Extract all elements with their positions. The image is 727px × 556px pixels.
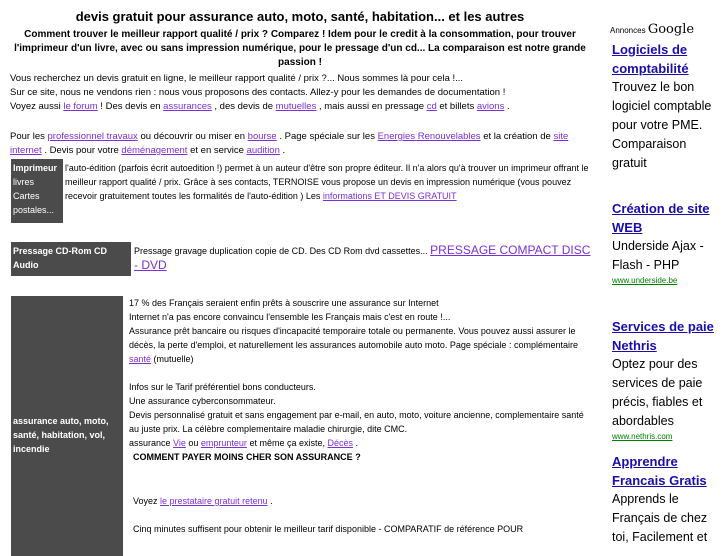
intro-paragraph [10, 72, 598, 114]
page-subtitle: Comment trouver le meilleur rapport qualité / prix ? Comparez ! Idem pour le credit à la consommation, pour trouver l'imprimeur d'un livre, avec ou sans impression numérique, pour le pressage d'un cd... La comparaison est notre grande passion ! [14, 29, 586, 68]
ad-item[interactable] [612, 452, 720, 547]
sante-link[interactable]: santé [129, 354, 152, 364]
ad-item[interactable] [612, 199, 720, 287]
avions-link[interactable]: avions [476, 101, 505, 112]
imprimeur-block [11, 159, 593, 223]
ad-title[interactable]: Logiciels de comptabilité [612, 42, 689, 76]
ads-sidebar [604, 0, 727, 545]
intro-line-1: Vous recherchez un devis gratuit en ligne, le meilleur rapport qualité / prix ?... Nous sommes là pour cela !... [10, 73, 464, 84]
imprimeur-text: l'auto-édition (parfois écrit autoedition !) permet à un auteur d'être son propre éditeur. Il n'a alors qu'à trouver un imprimeur offrant le meilleur rapport qualité / prix. Grâce à ses contacts, TERNOISE vous propose un devis en impression numérique (vous pouvez recevoir gratuitement toutes les formalités de l'auto-édition ) Les informations ET DEVIS GRATUIT [65, 163, 589, 201]
cd-link[interactable]: cd [426, 101, 437, 112]
pressage-label: Pressage CD-Rom CD Audio [11, 242, 131, 276]
ad-item[interactable] [612, 317, 720, 443]
intro-line-2: Sur ce site, nous ne vendons rien : nous vous proposons des contacts. Allez-y pour les demandes de documentation ! [10, 87, 506, 98]
google-logo: Google [647, 22, 695, 37]
pro-paragraph: Pour les professionnel travaux ou découvrir ou miser en bourse . Page spéciale sur les Energies Renouvelables et la création de site internet . Devis pour votre déménagement et en service audition . [10, 131, 569, 156]
emprunteur-link[interactable]: emprunteur [200, 438, 247, 448]
site-internet-link[interactable]: site internet [10, 131, 569, 156]
travaux-link[interactable]: professionnel travaux [47, 131, 138, 142]
assurances-link[interactable]: assurances [163, 101, 212, 112]
pressage-link[interactable]: PRESSAGE COMPACT DISC - DVD [134, 243, 591, 272]
demenagement-link[interactable]: déménagement [121, 145, 188, 156]
forum-link[interactable]: le forum [63, 101, 98, 112]
ad-url[interactable]: www.underside.be [612, 276, 678, 285]
audition-link[interactable]: audition [246, 145, 280, 156]
imprimeur-label: Imprimeur livres Cartes postales... [11, 159, 63, 223]
ad-title[interactable]: Services de paie Nethris [612, 319, 714, 353]
assurance-text: 17 % des Français seraient enfin prêts à souscrire une assurance sur Internet Internet n'a pas encore convaincu l'ensemble les Français mais c'est en route !... Assurance prêt bancaire ou risques d'incapacité temporaire totale ou permanente. Vous pouvez aussi assurer le décès, la perte d'emploi, et naturellement les assurances automobile auto moto. Page spéciale : complémentaire santé (mutuelle) Infos sur le Tarif préférentiel bons conducteurs. Une assurance cyberconsommateur. Devis personnalisé gratuit et sans engagement par e-mail, en auto, moto, voiture ancienne, complementaire santé au juste prix. La célèbre complementaire maladie chirurgie, dite CMC. assurance Vie ou emprunteur et même ça existe, Décès . COMMENT PAYER MOINS CHER SON ASSURANCE ? Voyez le prestataire gratuit retenu . Cinq minutes suffisent pour obtenir le meilleur tarif disponible - COMPARATIF de référence POUR [129, 296, 595, 536]
ad-title[interactable]: Apprendre Francais Gratis [612, 454, 707, 488]
ad-description: Optez pour des services de paie précis, fiables et abordables [612, 357, 703, 428]
pressage-block [11, 242, 593, 276]
bourse-link[interactable]: bourse [247, 131, 277, 142]
ad-description: Trouvez le bon logiciel comptable pour votre PME. Comparaison gratuit [612, 80, 712, 170]
assurance-heading: COMMENT PAYER MOINS CHER SON ASSURANCE ? [133, 452, 361, 462]
energies-link[interactable]: Energies Renouvelables [377, 131, 481, 142]
pressage-text: Pressage gravage duplication copie de CD. Des CD Rom dvd cassettes... PRESSAGE COMPACT DISC - DVD [134, 243, 591, 272]
assurance-label: assurance auto, moto, santé, habitation, vol, incendie [11, 296, 123, 556]
vie-link[interactable]: Vie [173, 438, 186, 448]
ad-description: Underside Ajax - Flash - PHP [612, 239, 704, 272]
prestataire-link[interactable]: le prestataire gratuit retenu [160, 496, 268, 506]
ad-title[interactable]: Création de site WEB [612, 201, 710, 235]
page-title: devis gratuit pour assurance auto, moto, santé, habitation... et les autres [75, 9, 525, 24]
ads-label: Annonces Google [610, 22, 695, 37]
imprimeur-devis-link[interactable]: informations ET DEVIS GRATUIT [322, 191, 457, 201]
ad-url[interactable]: www.nethris.com [612, 432, 673, 441]
deces-link[interactable]: Décès [327, 438, 353, 448]
ad-item[interactable] [612, 40, 720, 170]
mutuelles-link[interactable]: mutuelles [275, 101, 317, 112]
assurance-block [11, 296, 596, 556]
ad-description: Apprends le Français de chez toi, Facilement et [612, 492, 708, 544]
intro-line-3: Voyez aussi le forum ! Des devis en assurances , des devis de mutuelles , mais aussi en pressage cd et billets avions . [10, 101, 510, 112]
